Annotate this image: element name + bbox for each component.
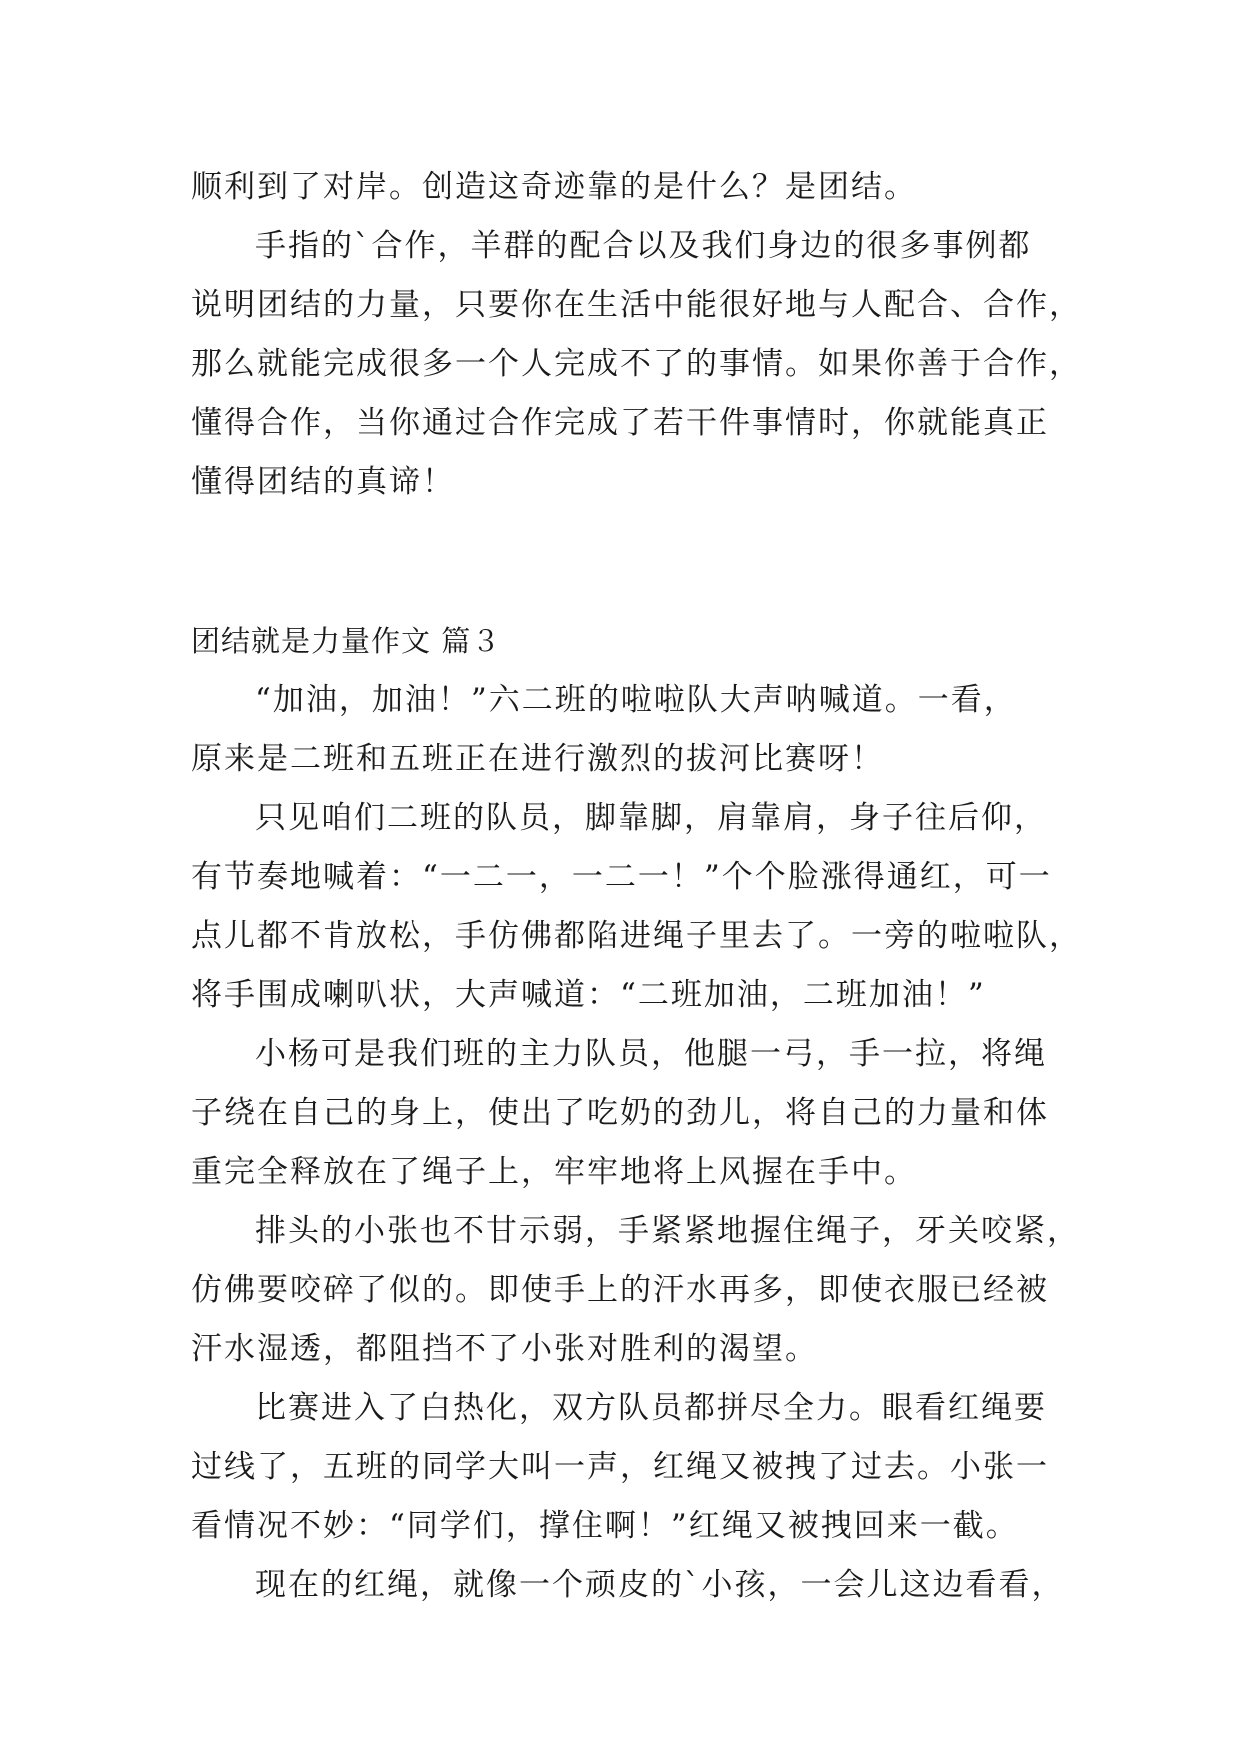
paragraph-line: 仿佛要咬碎了似的。即使手上的汗水再多，即使衣服已经被 <box>191 1272 1049 1308</box>
section-gap <box>191 512 1061 612</box>
paragraph-line: 小杨可是我们班的主力队员，他腿一弓，手一拉，将绳 <box>255 1036 1047 1072</box>
paragraph-line: 将手围成喇叭状，大声喊道：“二班加油，二班加油！” <box>191 977 986 1013</box>
paragraph-line: 过线了，五班的同学大叫一声，红绳又被拽了过去。小张一 <box>191 1449 1049 1485</box>
paragraph-line: 那么就能完成很多一个人完成不了的事情。如果你善于合作， <box>191 346 1082 382</box>
paragraph-line: 子绕在自己的身上，使出了吃奶的劲儿，将自己的力量和体 <box>191 1095 1049 1131</box>
paragraph-line: 比赛进入了白热化，双方队员都拼尽全力。眼看红绳要 <box>255 1390 1047 1426</box>
paragraph-line: “加油，加油！”六二班的啦啦队大声呐喊道。一看， <box>255 682 1017 718</box>
section-heading: 团结就是力量作文 篇３ <box>191 624 502 658</box>
paragraph-line: 重完全释放在了绳子上，牢牢地将上风握在手中。 <box>191 1154 917 1190</box>
paragraph-line: 排头的小张也不甘示弱，手紧紧地握住绳子，牙关咬紧， <box>255 1213 1080 1249</box>
paragraph-line: 汗水湿透，都阻挡不了小张对胜利的渴望。 <box>191 1331 818 1367</box>
paragraph-line: 原来是二班和五班正在进行激烈的拔河比赛呀！ <box>191 741 884 777</box>
paragraph-line: 有节奏地喊着：“一二一，一二一！”个个脸涨得通红，可一 <box>191 859 1052 895</box>
paragraph-line: 看情况不妙：“同学们，撑住啊！”红绳又被拽回来一截。 <box>191 1508 1019 1544</box>
paragraph-line: 顺利到了对岸。创造这奇迹靠的是什么？是团结。 <box>191 169 917 205</box>
document-page <box>191 158 1082 1615</box>
paragraph-line: 懂得团结的真谛！ <box>191 464 455 500</box>
paragraph-line: 懂得合作，当你通过合作完成了若干件事情时，你就能真正 <box>191 405 1049 441</box>
paragraph-line: 现在的红绳，就像一个顽皮的`小孩，一会儿这边看看， <box>255 1567 1065 1603</box>
paragraph-line: 只见咱们二班的队员，脚靠脚，肩靠肩，身子往后仰， <box>255 800 1047 836</box>
paragraph-line: 说明团结的力量，只要你在生活中能很好地与人配合、合作， <box>191 287 1082 323</box>
paragraph-line: 手指的`合作，羊群的配合以及我们身边的很多事例都 <box>255 228 1032 264</box>
paragraph-line: 点儿都不肯放松，手仿佛都陷进绳子里去了。一旁的啦啦队， <box>191 918 1082 954</box>
